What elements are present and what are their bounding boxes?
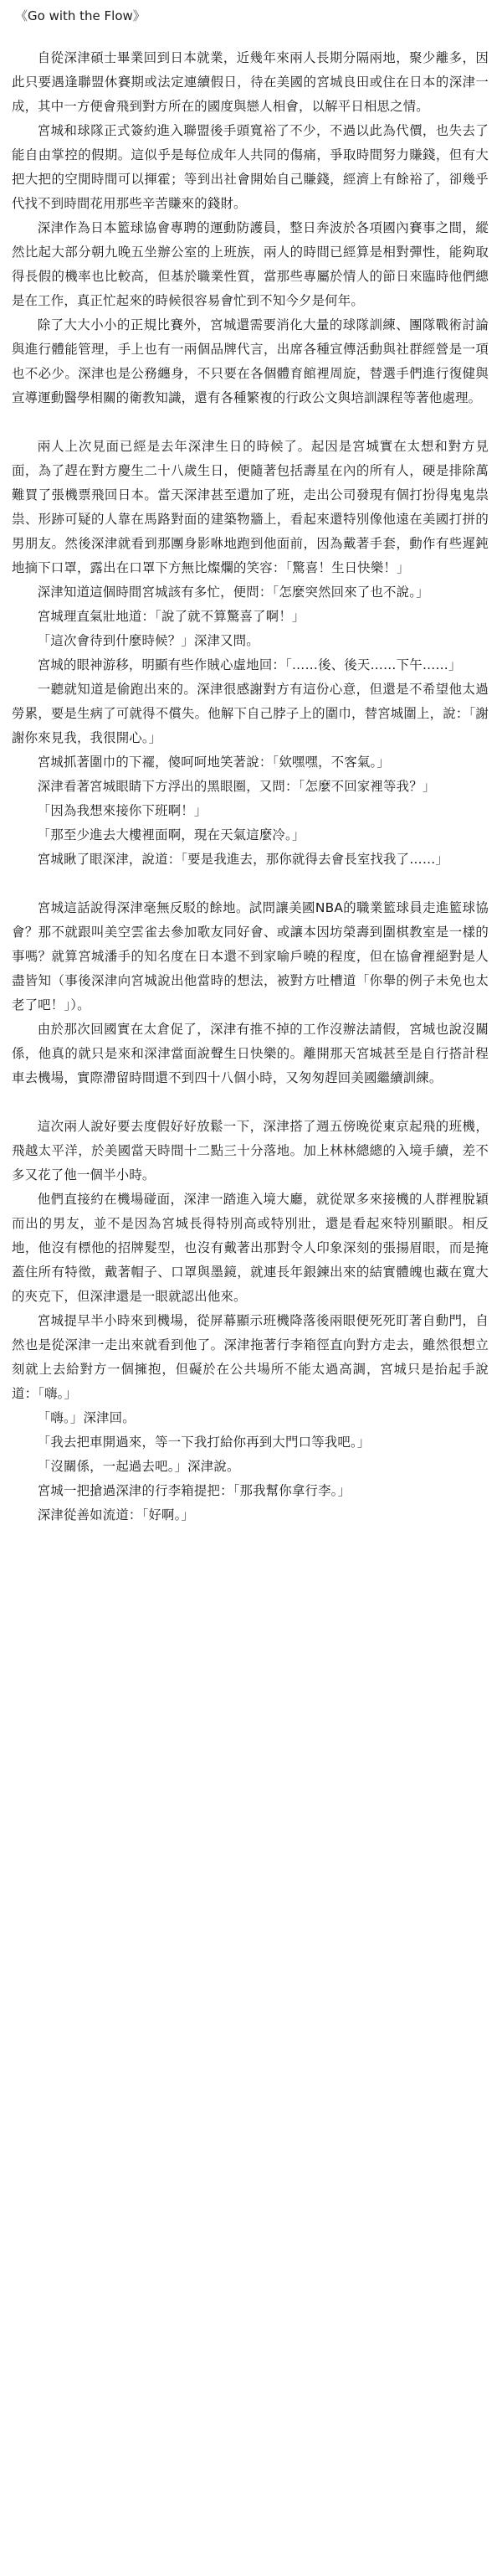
paragraph: 一聽就知道是偷跑出來的。深津很感謝對方有這份心意，但還是不希望他太過勞累，要是生病了可就得不償失。他解下自己脖子上的圍巾，替宮城圍上，說：「謝謝你來見我，我很開心。」	[12, 682, 489, 745]
paragraph: 宮城這話說得深津毫無反駁的餘地。試問讓美國NBA的職業籃球員走進籃球協會？那不就跟叫美空雲雀去參加歌友同好會、或讓本因坊榮壽到圍棋教室是一樣的事嗎？就算宮城潘手的知名度在日本還不到家喻戶曉的程度，但在協會裡絕對是人盡皆知（事後深津向宮城說出他當時的想法，被對方吐槽道「你舉的例子未免也太老了吧！」）。	[12, 900, 489, 1012]
paragraph: 宮城理直氣壯地道：「說了就不算驚喜了啊！」	[37, 609, 305, 624]
paragraph: 「那至少進去大樓裡面啊，現在天氣這麼冷。」	[37, 827, 305, 842]
document-title: 《Go with the Flow》	[15, 8, 146, 23]
paragraph: 兩人上次見面已經是去年深津生日的時候了。起因是宮城實在太想和對方見面，為了趕在對方慶生二十八歲生日，便隨著包括壽星在內的所有人，硬是排除萬難買了張機票飛回日本。當天深津甚至還加了班，走出公司發現有個打扮得鬼鬼祟祟、形跡可疑的人靠在馬路對面的建築物牆上，看起來還特別像他遠在美國打拼的男朋友。然後深津就看到那團身影咻地跑到他面前，因為戴著手套，動作有些遲鈍地摘下口罩，露出在口罩下方無比燦爛的笑容：「驚喜！生日快樂！」	[12, 439, 489, 575]
paragraph: 宮城和球隊正式簽約進入聯盟後手頭寬裕了不少，不過以此為代價，也失去了能自由掌控的假期。這似乎是每位成年人共同的傷痛，爭取時間努力賺錢，但有大把大把的空閒時間可以揮霍；等到出社會開始自己賺錢，經濟上有餘裕了，卻幾乎代找不到時間花用那些辛苦賺來的錢財。	[12, 123, 489, 211]
section-break	[12, 1090, 489, 1115]
paragraph: 他們直接約在機場碰面，深津一踏進入境大廳，就從眾多來接機的人群裡脫穎而出的男友，並不是因為宮城長得特別高或特別壯，還是看起來特別顯眼。相反地，他沒有標他的招牌髮型，也沒有戴著出那對令人印象深刻的張揚眉眼，而是掩蓋住所有特徵，戴著帽子、口罩與墨鏡，就連長年銀鍊出來的結實體魄也藏在寬大的夾克下，但深津還是一眼就認出他來。	[12, 1192, 489, 1304]
paragraph: 深津知道這個時間宮城該有多忙，便問：「怎麼突然回來了也不說。」	[37, 585, 429, 600]
paragraph: 「我去把車開過來，等一下我打給你再到大門口等我吧。」	[37, 1435, 371, 1450]
paragraph: 自從深津碩士畢業回到日本就業，近幾年來兩人長期分隔兩地，聚少離多，因此只要遇逢聯盟休賽期或法定連續假日，待在美國的宮城良田或住在日本的深津一成，其中一方便會飛到對方所在的國度與戀人相會，以解平日相思之情。	[12, 50, 489, 114]
section-break	[12, 410, 489, 435]
section-break	[12, 872, 489, 896]
paragraph: 這次兩人說好要去度假好好放鬆一下，深津搭了週五傍晚從東京起飛的班機，飛越太平洋，於美國當天時間十二點三十分落地。加上林林總總的入境手續，差不多又花了他一個半小時。	[12, 1119, 489, 1182]
paragraph: 「因為我想來接你下班啊！」	[37, 803, 207, 818]
paragraph: 深津從善如流道：「好啊。」	[37, 1507, 195, 1522]
paragraph: 宮城的眼神游移，明顯有些作賊心虛地回：「……後、後天……下午……」	[37, 657, 462, 672]
paragraph: 宮城提早半小時來到機場，從屏幕顯示班機降落後兩眼便死死盯著自動門，自然也是從深津一走出來就看到他了。深津拖著行李箱徑直向對方走去，雖然很想立刻就上去給對方一個擁抱，但礙於在公共場所不能太過高調，宮城只是抬起手說道：「嗨。」	[12, 1313, 489, 1401]
paragraph: 深津作為日本籃球協會專聘的運動防護員，整日奔波於各項國內賽事之間，縱然比起大部分朝九晚五坐辦公室的上班族，兩人的時間已經算是相對彈性，能夠取得長假的機率也比較高，但基於職業性質，當那些專屬於情人的節日來臨時他們總是在工作，真正忙起來的時候很容易會忙到不知今夕是何年。	[12, 220, 489, 308]
paragraph: 宮城抓著圍巾的下襬，傻呵呵地笑著說：「欸嘿嘿，不客氣。」	[37, 755, 390, 770]
paragraph: 由於那次回國實在太倉促了，深津有推不掉的工作沒辦法請假，宮城也說沒關係，他真的就只是來和深津當面說聲生日快樂的。離開那天宮城甚至是自行搭計程車去機場，實際滯留時間還不到四十八個小時，又匆匆趕回美國繼續訓練。	[12, 1022, 489, 1085]
paragraph: 「這次會待到什麼時候？」深津又問。	[37, 633, 259, 648]
paragraph: 宮城瞅了眼深津，說道：「要是我進去，那你就得去會長室找我了……」	[37, 852, 448, 867]
paragraph: 宮城一把搶過深津的行李箱提把：「那我幫你拿行李。」	[37, 1483, 351, 1498]
paragraph: 除了大大小小的正規比賽外，宮城還需要消化大量的球隊訓練、團隊戰術討論與進行體能管理，手上也有一兩個品牌代言，出席各種宣傳活動與社群經營是一項也不必少。深津也是公務纏身，不只要在各個體育館裡周旋，替選手們進行復健與宣導運動醫學相關的衛教知識，還有各種繁複的行政公文與培訓課程等著他處理。	[12, 317, 489, 405]
paragraph: 「嗨。」深津回。	[37, 1410, 136, 1425]
paragraph: 深津看著宮城眼睛下方浮出的黑眼圈，又問：「怎麼不回家裡等我？」	[37, 779, 436, 794]
paragraph: 「沒關係，一起過去吧。」深津說。	[37, 1459, 240, 1474]
